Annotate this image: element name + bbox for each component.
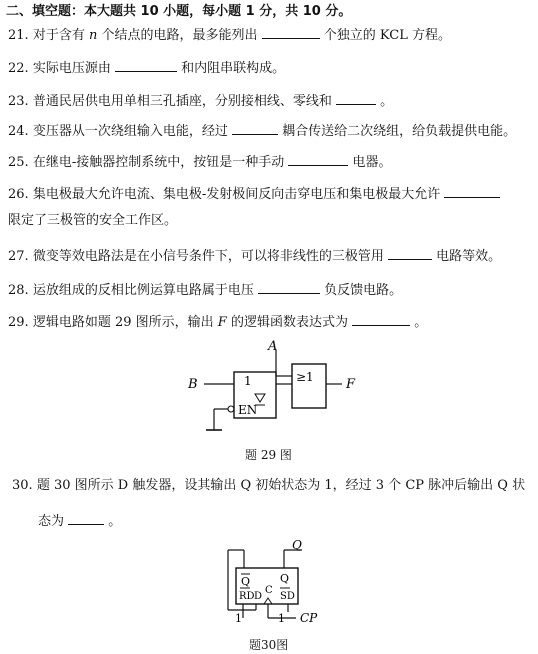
question-number: 27.	[8, 249, 29, 264]
question-text: 运放组成的反相比例运算电路属于电压	[32, 283, 254, 298]
question-number: 29.	[8, 315, 29, 330]
pin-D: D	[254, 591, 263, 602]
question-30	[12, 478, 525, 494]
answer-blank[interactable]	[68, 512, 104, 525]
label-A: A	[268, 339, 278, 354]
question-21	[8, 26, 451, 44]
pin-Q: Q	[280, 572, 290, 585]
figure-29-caption: 题 29 图	[245, 448, 292, 462]
question-number: 28.	[8, 283, 29, 298]
answer-blank[interactable]	[352, 313, 410, 326]
pin-RD: RD	[239, 591, 255, 602]
question-text: 普通民居供电用单相三孔插座，分别接相线、零线和	[32, 94, 332, 109]
figure-30-d-flipflop	[218, 540, 338, 634]
question-26-continuation: 限定了三极管的安全工作区。	[8, 213, 178, 228]
answer-blank[interactable]	[232, 122, 278, 135]
question-text: 态为	[38, 514, 65, 529]
question-25	[8, 153, 392, 171]
enable-label: EN	[238, 403, 258, 417]
or-label: ≥1	[296, 370, 314, 384]
answer-blank[interactable]	[336, 92, 376, 105]
question-text: 耦合传送给二次绕组，给负载提供电能。	[282, 124, 517, 139]
question-text: 和内阻串联构成。	[181, 61, 286, 76]
label-F: F	[346, 377, 356, 392]
question-26	[8, 185, 500, 203]
question-text: 。	[414, 315, 428, 330]
variable-n: n	[88, 28, 98, 43]
label-one-left: 1	[235, 612, 242, 625]
clock-edge-icon	[264, 598, 272, 604]
question-text: 电器。	[352, 155, 392, 170]
question-text: 个独立的 KCL 方程。	[323, 28, 452, 43]
question-text: 实际电压源由	[32, 61, 111, 76]
answer-blank[interactable]	[444, 185, 500, 198]
question-24	[8, 122, 516, 140]
question-number: 24.	[8, 124, 29, 139]
question-text: 电路等效。	[436, 249, 502, 264]
pin-Qbar: Q	[241, 575, 251, 588]
label-B: B	[188, 377, 198, 392]
tristate-triangle-icon	[255, 394, 265, 402]
question-number: 25.	[8, 155, 29, 170]
question-27	[8, 247, 501, 265]
figure-30-caption: 题30图	[249, 638, 289, 652]
question-28	[8, 281, 402, 299]
pin-C: C	[265, 585, 273, 596]
question-text: 集电极最大允许电流、集电极-发射极间反向击穿电压和集电极最大允许	[32, 187, 441, 202]
question-text: 逻辑电路如题 29 图所示，输出	[32, 315, 214, 330]
figure-29-logic-circuit	[180, 338, 380, 438]
question-text: 负反馈电路。	[324, 283, 403, 298]
question-text: 的逻辑函数表达式为	[230, 315, 348, 330]
question-number: 30.	[12, 478, 33, 493]
question-text: 在继电-接触器控制系统中，按钮是一种手动	[32, 155, 285, 170]
question-number: 23.	[8, 94, 29, 109]
question-number: 26.	[8, 187, 29, 202]
pin-SD: SD	[280, 591, 295, 602]
question-text: 题 30 图所示 D 触发器，设其输出 Q 初始状态为 1，经过 3 个 CP 脉冲后输出 Q 状	[36, 478, 526, 493]
variable-F: F	[217, 315, 227, 330]
answer-blank[interactable]	[115, 59, 177, 72]
question-number: 22.	[8, 61, 29, 76]
question-23	[8, 92, 393, 110]
answer-blank[interactable]	[288, 153, 348, 166]
enable-inversion-bubble	[228, 406, 234, 412]
question-text: 个结点的电路，最多能列出	[101, 28, 258, 43]
question-number: 21.	[8, 28, 29, 43]
answer-blank[interactable]	[262, 26, 320, 39]
section-header: 二、填空题：本大题共 10 小题，每小题 1 分，共 10 分。	[6, 4, 352, 19]
question-text: 对于含有	[32, 28, 85, 43]
question-30-continuation	[38, 512, 121, 530]
question-text: 。	[108, 514, 122, 529]
question-22	[8, 59, 285, 77]
question-text: 。	[380, 94, 394, 109]
label-CP: CP	[300, 611, 318, 625]
question-text: 微变等效电路法是在小信号条件下，可以将非线性的三极管用	[32, 249, 384, 264]
question-text: 变压器从一次绕组输入电能，经过	[32, 124, 228, 139]
answer-blank[interactable]	[388, 247, 432, 260]
answer-blank[interactable]	[258, 281, 320, 294]
question-29	[8, 313, 427, 331]
label-Q-output: Q	[292, 540, 302, 552]
buffer-label: 1	[244, 374, 252, 388]
label-one-right: 1	[278, 612, 285, 625]
